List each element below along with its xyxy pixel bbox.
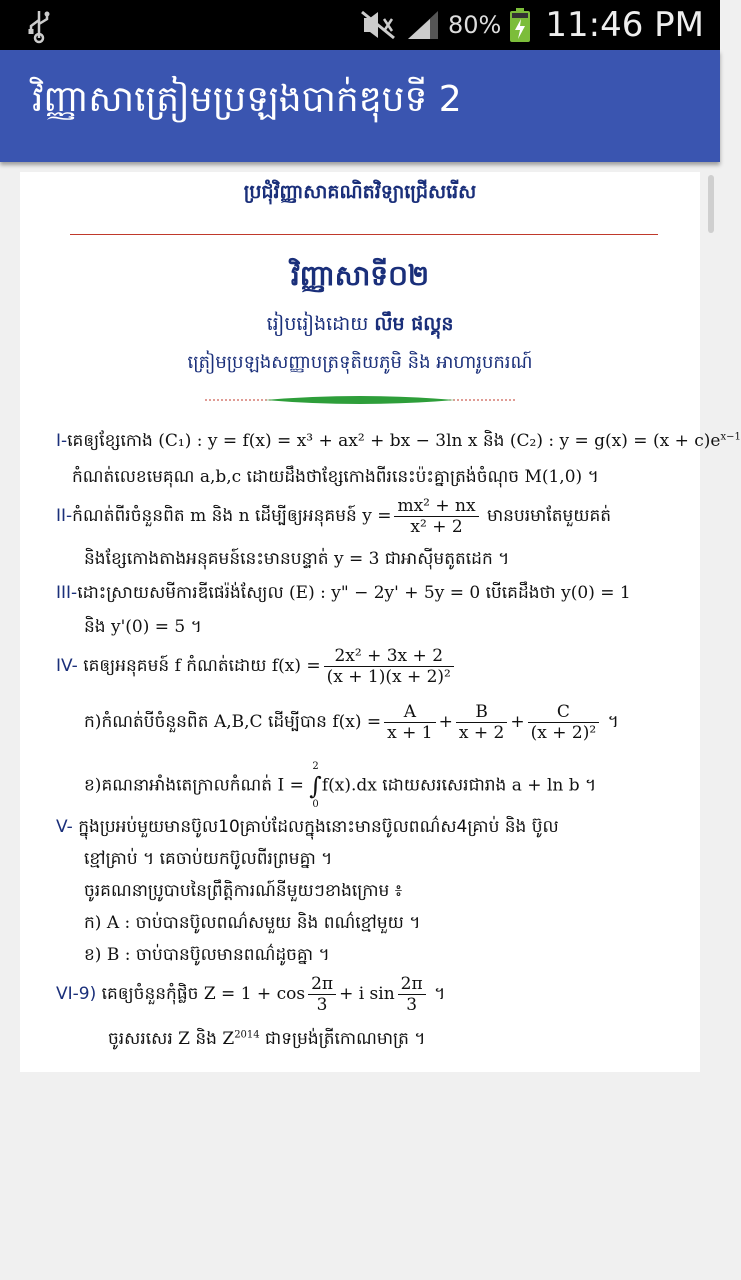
signal-icon [406,9,440,41]
event-a: A : [106,913,131,933]
question-5-line-2: ខ្មៅគ្រាប់ ។ គេចាប់យកប៊ូលពីរព្រមគ្នា ។ [84,849,333,869]
function-fx: f(x) = [332,712,382,732]
denominator: x² + 2 [410,517,463,537]
complex-z: Z = 1 + cos [203,984,306,1004]
conjunction: និង [84,617,106,637]
app-title: វិញ្ញាសាត្រៀមប្រឡងបាក់ឌុបទី 2 [32,79,462,120]
question-5a-label: ក) [84,913,102,933]
numerator: B [456,702,507,723]
conjunction: និង [195,1029,217,1049]
question-5b-text: ចាប់បានប៊ូលមានពណ៌ដូចគ្នា ។ [135,945,330,965]
clock: 11:46 PM [545,5,704,45]
fraction [324,646,454,687]
numerator: C [528,702,600,723]
question-6-label: VI-9) [56,984,97,1004]
question-2-text: និងខ្សែកោងតាងអនុគមន៍នេះមានបន្ទាត់ [84,549,329,569]
end-mark: ។ [434,984,446,1004]
question-2-label: II- [56,506,73,526]
question-5-label: V- [56,817,73,837]
document-card[interactable] [20,172,741,1072]
question-4-line-1 [56,646,457,687]
question-4-text: កំណត់ដោយ [186,656,267,676]
usb-icon [22,8,56,42]
answer-form: a + ln b [511,775,580,796]
header-divider [70,234,658,235]
question-1-text: កំណត់លេខមេគុណ [72,467,195,487]
curve-c2-exponent: x−1 [720,431,741,443]
numerator: 2x² + 3x + 2 [324,646,454,667]
exponent: 2014 [234,1029,260,1041]
question-1-text: គេឲ្យខ្សែកោង [67,431,153,451]
denominator: x + 2 [458,723,505,743]
question-5b [84,944,330,969]
question-4a-label: ក) [84,712,102,732]
curve-c2: (C₂) : y = g(x) = (x + c)e [509,431,721,451]
question-6-text: ជាទម្រង់ត្រីកោណមាត្រ ។ [265,1029,426,1049]
numerator: 2π [308,974,336,995]
function-y: y = [362,506,392,526]
initial-condition-2: y'(0) = 5 [111,617,186,637]
question-3-text: ដោះស្រាយសមីការឌីផេរ៉ង់ស្យែល [77,583,284,603]
upper-limit: 2 [312,761,319,772]
question-6-line-1 [56,974,445,1015]
denominator: 3 [406,995,418,1015]
scrollbar[interactable] [708,175,714,233]
numerator: mx² + nx [394,496,478,517]
denominator: 3 [316,995,328,1015]
question-6-line-2 [108,1028,426,1053]
question-4b-text: ដោយសរសេរជារាង [382,775,507,796]
question-2-text: កំណត់ពីរចំនួនពិត [72,506,185,526]
conjunction: និង [482,431,505,451]
function-f: f [174,656,181,676]
integrand: f(x).dx [321,775,377,796]
differential-equation: (E) : y" − 2y' + 5y = 0 [289,583,481,603]
denominator: x + 1 [387,723,433,743]
question-3-text: បើគេដឹងថា [485,583,556,603]
question-5-text: ក្នុងប្រអប់មួយមានប៊ូល10គ្រាប់ដែលក្នុងនោះមានប៊ូលពណ៌ស4គ្រាប់ និង ប៊ូល [78,817,559,837]
mute-icon [358,10,398,40]
question-2-text: ដើម្បីឲ្យអនុគមន៍ [254,506,357,526]
denominator: (x + 2)² [530,723,597,743]
numerator: 2π [398,974,426,995]
decorative-divider [205,394,515,406]
fraction [394,496,478,537]
imaginary-part: + i sin [339,984,395,1004]
question-5b-label: ខ) [84,945,102,965]
question-3-label: III- [56,583,78,603]
constants: A,B,C [213,712,263,732]
exam-subtitle: ត្រៀមប្រឡងសញ្ញាបត្រទុតិយភូមិ និង អាហារូបករណ៍ [187,352,533,373]
question-4b [84,760,596,812]
integral-sign: 2 ∫ 0 [309,761,322,810]
numerator: A [384,702,435,723]
point-m: M(1,0) [524,467,583,487]
question-1-text: ដោយដឹងថាខ្សែកោងពីរនេះប៉ះគ្នាត្រង់ចំណុច [246,467,520,487]
question-1-label: I- [56,431,68,451]
question-5a [84,912,420,937]
question-5a-text: ចាប់បានប៊ូលពណ៌សមួយ និង ពណ៌ខ្មៅមួយ ។ [135,913,421,933]
question-5-line-1 [56,816,559,841]
integral-i: I = [277,775,304,796]
event-b: B : [106,945,131,965]
question-2-text: ជាអាស៊ីមតូតដេក ។ [384,549,510,569]
asymptote: y = 3 [333,549,380,569]
question-1-line-2 [72,466,599,491]
exam-title: វិញ្ញាសាទី០២ [290,259,430,292]
question-4a-text: ដើម្បីបាន [267,712,327,732]
question-3-line-2 [84,616,202,641]
author-name: លឹម ផល្គុន [374,313,454,335]
question-1-line-1 [56,430,741,455]
end-mark: ។ [587,467,599,487]
question-4b-text: គណនាអាំងតេក្រាលកំណត់ [101,775,273,796]
question-6-text: គេឲ្យចំនួនកុំផ្លិច [101,984,199,1004]
author-prefix: រៀបរៀងដោយ [266,313,369,335]
question-3-line-1 [56,582,631,607]
question-5-line-3: ចូរគណនាប្រូបាបនៃព្រឹត្តិការណ៍នីមួយៗខាងក្រោម ៖ [84,881,403,901]
question-2-text: មានបរមាតែមួយគត់ [487,506,612,526]
battery-percent: 80% [448,11,502,39]
curve-c1: (C₁) : y = f(x) = x³ + ax² + bx − 3ln x [158,431,478,451]
fraction [456,702,507,743]
lower-limit: 0 [312,799,319,810]
question-6-text: ចូរសរសេរ [108,1029,173,1049]
status-bar [0,0,720,50]
fraction [528,702,600,743]
question-4a-text: កំណត់បីចំនួនពិត [101,712,209,732]
fraction [398,974,426,1015]
complex-z-power: Z [222,1029,235,1049]
author-line [20,312,700,340]
function-fx: f(x) = [271,656,321,676]
end-mark: ។ [607,712,619,732]
initial-condition-1: y(0) = 1 [561,583,631,603]
end-mark: ។ [190,617,202,637]
app-bar [0,50,720,162]
battery-charging-icon [509,7,531,43]
question-4-text: គេឲ្យអនុគមន៍ [83,656,170,676]
variables-mn: m និង n [190,506,250,526]
fraction [308,974,336,1015]
question-4-label: IV- [56,656,78,676]
complex-z: Z [178,1029,190,1049]
denominator: (x + 1)(x + 2)² [326,667,451,687]
document-header: ប្រជុំវិញ្ញាសាគណិតវិទ្យាជ្រើសរើស [243,181,477,203]
end-mark: ។ [585,775,597,796]
question-4b-label: ខ) [84,775,102,796]
question-2-line-1 [56,496,611,537]
question-2-line-2 [84,548,509,573]
coefficients: a,b,c [199,467,242,487]
question-4a: ក)កំណត់បីចំនួនពិត A,B,C ដើម្បីបាន f(x) = $\frac{A}{x + 1}$ + $\frac{B}{x + 2}$ + $\frac{C}{\text{(x + 2)²}}$ ។ [84,702,619,743]
fraction [384,702,435,743]
